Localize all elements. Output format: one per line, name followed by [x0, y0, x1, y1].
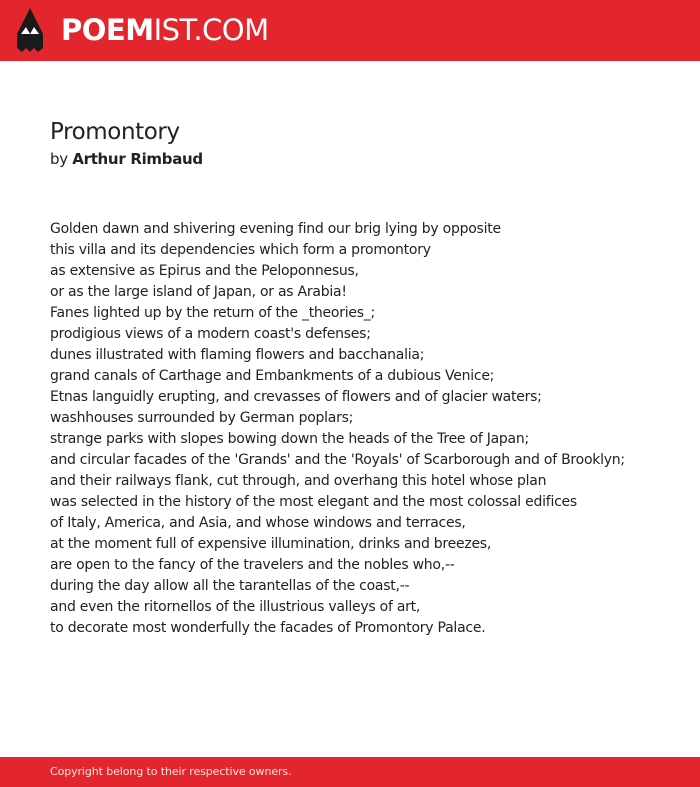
poem-line: Fanes lighted up by the return of the _theories_;: [50, 305, 376, 321]
copyright-notice: Copyright belong to their respective owners.: [50, 765, 292, 778]
site-footer: [0, 757, 700, 787]
poem-line: of Italy, America, and Asia, and whose windows and terraces,: [50, 515, 466, 531]
site-header: [0, 0, 700, 61]
poem-line: grand canals of Carthage and Embankments of a dubious Venice;: [50, 368, 495, 384]
poem-line: and circular facades of the 'Grands' and the 'Royals' of Scarborough and of Brooklyn;: [50, 452, 625, 468]
site-logo-link[interactable]: [17, 8, 269, 52]
poem-line: during the day allow all the tarantellas of the coast,--: [50, 578, 410, 594]
poem-line: washhouses surrounded by German poplars;: [50, 410, 354, 426]
poem-line: was selected in the history of the most elegant and the most colossal edifices: [50, 494, 577, 510]
byline-by-label: by: [50, 150, 68, 168]
poem-line: this villa and its dependencies which form a promontory: [50, 242, 431, 258]
pencil-logo-icon: [17, 8, 43, 52]
site-logo-text: [61, 8, 269, 52]
poem-line: and even the ritornellos of the illustrious valleys of art,: [50, 599, 421, 615]
poem-header: [50, 116, 670, 170]
logo-bold-text: POEM: [61, 13, 154, 47]
poem-author: Arthur Rimbaud: [72, 150, 203, 168]
poem-title: Promontory: [50, 119, 180, 145]
poem-byline: [50, 148, 670, 170]
poem-line: and their railways flank, cut through, and overhang this hotel whose plan: [50, 473, 547, 489]
poem-line: or as the large island of Japan, or as Arabia!: [50, 284, 347, 300]
poem-line: prodigious views of a modern coast's defenses;: [50, 326, 371, 342]
poem-line: Golden dawn and shivering evening find our brig lying by opposite: [50, 221, 501, 237]
poem-line: strange parks with slopes bowing down the heads of the Tree of Japan;: [50, 431, 529, 447]
poem-body: [50, 219, 670, 639]
poem-line: as extensive as Epirus and the Peloponnesus,: [50, 263, 359, 279]
poem-line: at the moment full of expensive illumination, drinks and breezes,: [50, 536, 492, 552]
poem-line: Etnas languidly erupting, and crevasses of flowers and of glacier waters;: [50, 389, 542, 405]
logo-light-text: IST.COM: [153, 13, 269, 47]
poem-line: are open to the fancy of the travelers and the nobles who,--: [50, 557, 455, 573]
poem-line: dunes illustrated with flaming flowers and bacchanalia;: [50, 347, 425, 363]
poem-line: to decorate most wonderfully the facades of Promontory Palace.: [50, 620, 486, 636]
